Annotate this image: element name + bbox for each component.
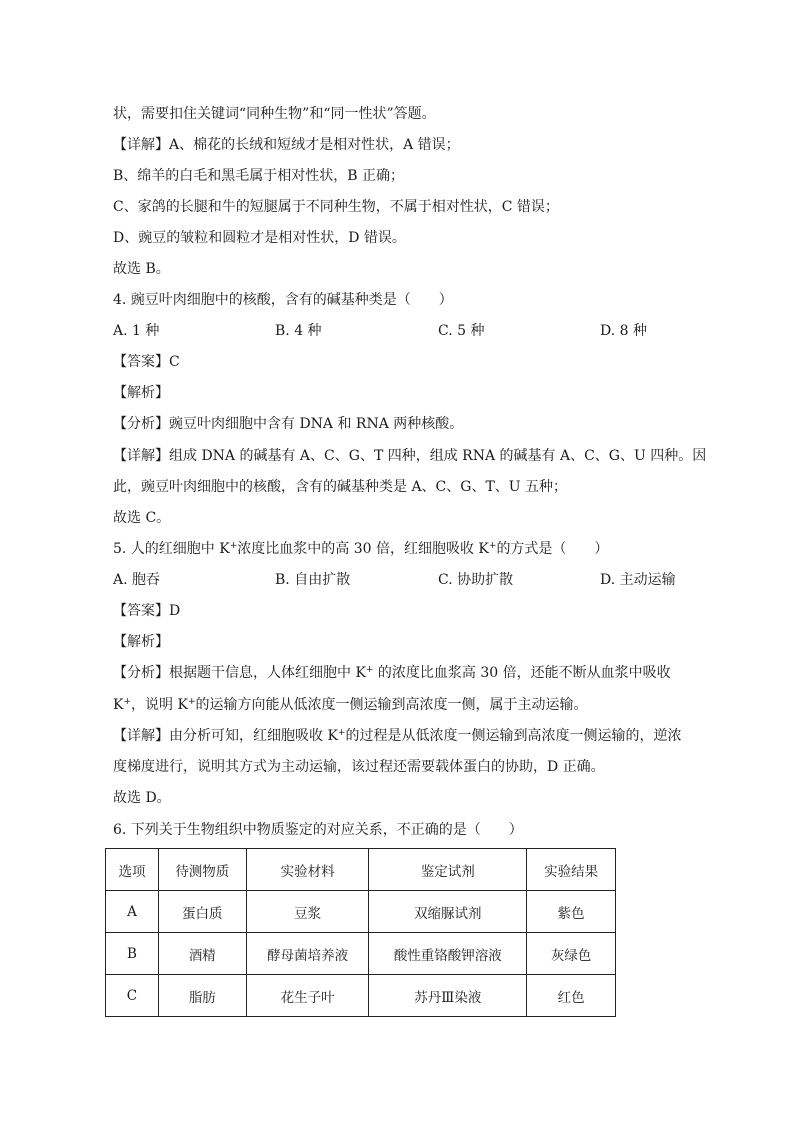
table-header-cell: 实验结果 (527, 849, 616, 891)
table-header-row (106, 849, 616, 891)
q5-choose: 故选 D。 (113, 790, 171, 806)
table-cell: 花生子叶 (246, 975, 369, 1017)
table-cell: 红色 (527, 975, 616, 1017)
q4-answer: 【答案】C (113, 354, 180, 370)
q5-fenxi-line2: K+，说明 K+的运输方向能从低浓度一侧运输到高浓度一侧，属于主动运输。 (113, 697, 588, 713)
q3-detail-d: D、豌豆的皱粒和圆粒才是相对性状，D 错误。 (113, 230, 406, 246)
q5-option-b: B. 自由扩散 (275, 572, 351, 588)
q3-text-line: 状，需要扣住关键词“同种生物”和“同一性状”答题。 (113, 106, 436, 122)
q5-option-d: D. 主动运输 (600, 572, 676, 588)
q4-analysis-heading: 【解析】 (113, 385, 169, 401)
q5-fenxi-line1: 【分析】根据题干信息，人体红细胞中 K+ 的浓度比血浆高 30 倍，还能不断从血浆中吸收 (113, 665, 671, 681)
table-header-cell: 实验材料 (246, 849, 369, 891)
table-cell: 豆浆 (246, 891, 369, 933)
q4-option-d: D. 8 种 (600, 323, 647, 339)
q4-option-a: A. 1 种 (113, 323, 160, 339)
table-cell: 灰绿色 (527, 933, 616, 975)
table-cell: 酸性重铬酸钾溶液 (369, 933, 527, 975)
table-cell: 苏丹Ⅲ染液 (369, 975, 527, 1017)
q5-stem: 5. 人的红细胞中 K+浓度比血浆中的高 30 倍，红细胞吸收 K+的方式是（ ） (113, 541, 609, 557)
q4-detail-line1: 【详解】组成 DNA 的碱基有 A、C、G、T 四种，组成 RNA 的碱基有 A、C、G、U 四种。因 (113, 448, 707, 464)
q5-detail-line2: 度梯度进行，说明其方式为主动运输，该过程还需要载体蛋白的协助，D 正确。 (113, 759, 605, 775)
table-cell: B (106, 933, 159, 975)
q4-detail-line2: 此，豌豆叶肉细胞中的核酸，含有的碱基种类是 A、C、G、T、U 五种； (113, 479, 568, 495)
q3-detail-a: 【详解】A、棉花的长绒和短绒才是相对性状，A 错误； (113, 137, 460, 153)
q5-answer: 【答案】D (113, 603, 181, 619)
table-cell: 酵母菌培养液 (246, 933, 369, 975)
table-cell: 蛋白质 (158, 891, 246, 933)
q5-analysis-heading: 【解析】 (113, 634, 169, 650)
table-cell: A (106, 891, 159, 933)
q6-stem: 6. 下列关于生物组织中物质鉴定的对应关系，不正确的是（ ） (113, 822, 523, 838)
q4-choose: 故选 C。 (113, 510, 171, 526)
q4-fenxi: 【分析】豌豆叶肉细胞中含有 DNA 和 RNA 两种核酸。 (113, 416, 464, 432)
table-cell: 脂肪 (158, 975, 246, 1017)
q4-option-b: B. 4 种 (275, 323, 322, 339)
q3-detail-b: B、绵羊的白毛和黑毛属于相对性状，B 正确； (113, 168, 405, 184)
table-cell: 双缩脲试剂 (369, 891, 527, 933)
table-cell: 紫色 (527, 891, 616, 933)
q5-option-a: A. 胞吞 (113, 572, 161, 588)
table-header-cell: 鉴定试剂 (369, 849, 527, 891)
q6-table (105, 848, 616, 1017)
q4-stem: 4. 豌豆叶肉细胞中的核酸，含有的碱基种类是（ ） (113, 292, 453, 308)
table-cell: C (106, 975, 159, 1017)
q3-detail-c: C、家鸽的长腿和牛的短腿属于不同种生物，不属于相对性状，C 错误； (113, 199, 559, 215)
table-row (106, 975, 616, 1017)
q5-detail-line1: 【详解】由分析可知，红细胞吸收 K+的过程是从低浓度一侧运输到高浓度一侧运输的，逆浓 (113, 728, 682, 744)
table-row (106, 891, 616, 933)
table-row (106, 933, 616, 975)
q3-choose: 故选 B。 (113, 261, 170, 277)
table-header-cell: 选项 (106, 849, 159, 891)
table-cell: 酒精 (158, 933, 246, 975)
q4-option-c: C. 5 种 (438, 323, 485, 339)
q5-option-c: C. 协助扩散 (438, 572, 514, 588)
table-header-cell: 待测物质 (158, 849, 246, 891)
